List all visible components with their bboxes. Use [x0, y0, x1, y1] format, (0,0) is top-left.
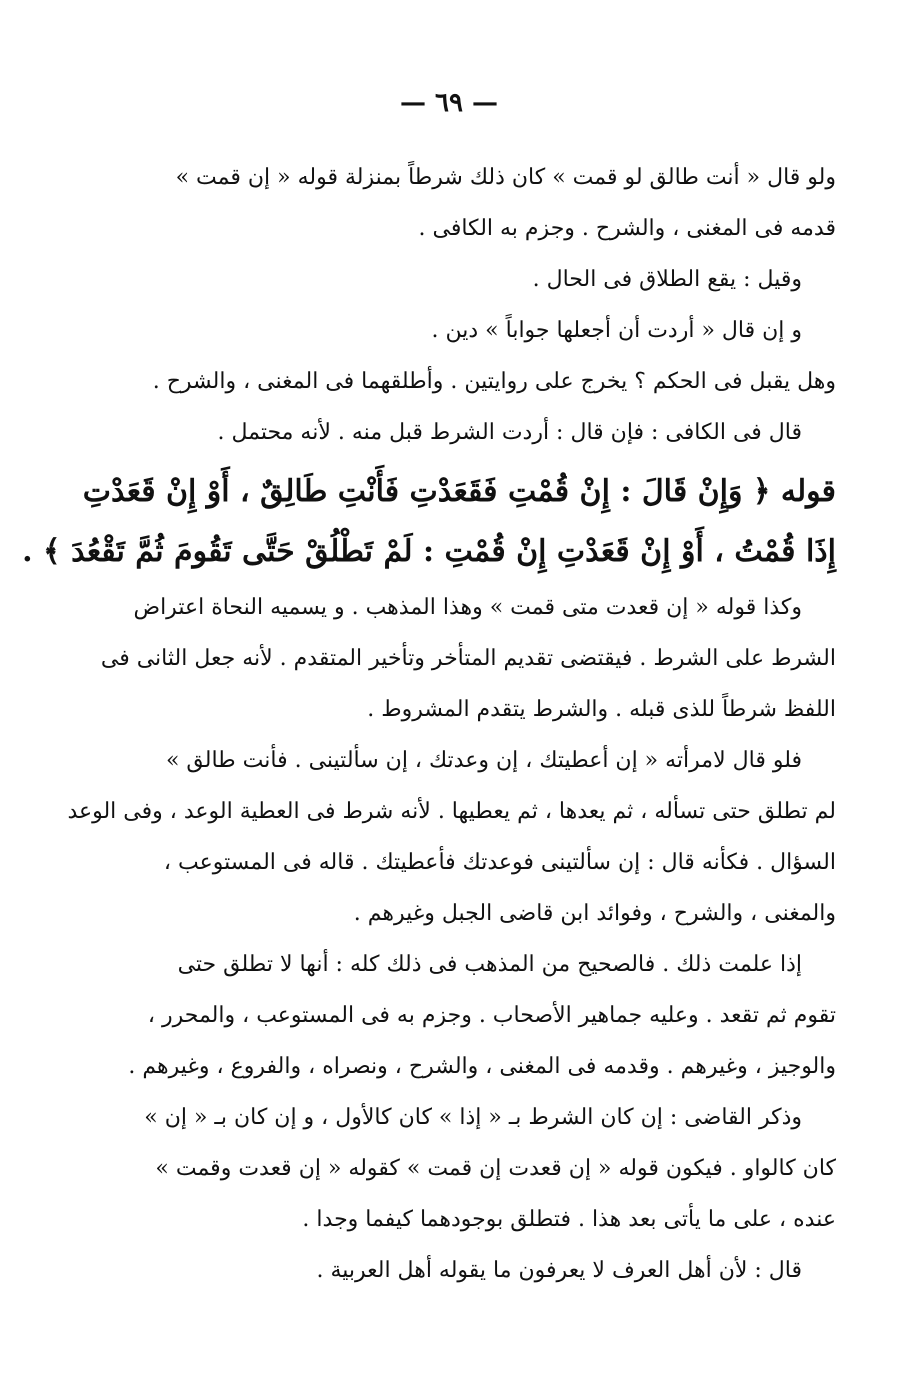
text-line: كان كالواو . فيكون قوله « إن قعدت إن قمت » كقوله « إن قعدت وقمت »: [155, 1156, 836, 1181]
text-line: قدمه فى المغنى ، والشرح . وجزم به الكافى .: [418, 216, 836, 241]
text-line: ولو قال « أنت طالق لو قمت » كان ذلك شرطاً بمنزلة قوله « إن قمت »: [175, 165, 836, 190]
body-text: [22, 152, 836, 1296]
page-number: — ٦٩ —: [399, 88, 499, 118]
text-line: عنده ، على ما يأتى بعد هذا . فتطلق بوجودهما كيفما وجدا .: [302, 1207, 836, 1232]
text-line: الشرط على الشرط . فيقتضى تقديم المتأخر وتأخير المتقدم . لأنه جعل الثانى فى: [100, 646, 836, 671]
quoted-text-line: إِذَا قُمْتُ ، أَوْ إِنْ قَعَدْتِ إِنْ قُمْتِ : لَمْ تَطْلُقْ حَتَّى تَقُومَ ثُمَّ تَقْعُدَ ﴾ .: [22, 534, 836, 569]
text-line: والوجيز ، وغيرهم . وقدمه فى المغنى ، والشرح ، ونصراه ، والفروع ، وغيرهم .: [128, 1054, 836, 1079]
text-line: و إن قال « أردت أن أجعلها جواباً » دين .: [431, 318, 802, 343]
text-line: إذا علمت ذلك . فالصحيح من المذهب فى ذلك كله : أنها لا تطلق حتى: [177, 952, 802, 977]
text-line: وهل يقبل فى الحكم ؟ يخرج على روايتين . وأطلقهما فى المغنى ، والشرح .: [152, 369, 836, 394]
text-line: وكذا قوله « إن قعدت متى قمت » وهذا المذهب . و يسميه النحاة اعتراض: [133, 595, 802, 620]
text-line: تقوم ثم تقعد . وعليه جماهير الأصحاب . وجزم به فى المستوعب ، والمحرر ،: [147, 1003, 836, 1028]
text-line: لم تطلق حتى تسأله ، ثم يعدها ، ثم يعطيها . لأنه شرط فى العطية الوعد ، وفى الوعد: [67, 799, 836, 824]
text-line: قال فى الكافى : فإن قال : أردت الشرط قبل منه . لأنه محتمل .: [217, 420, 802, 445]
text-line: وقيل : يقع الطلاق فى الحال .: [532, 267, 802, 292]
text-line: فلو قال لامرأته « إن أعطيتك ، إن وعدتك ، إن سألتينى . فأنت طالق »: [165, 748, 802, 773]
text-line: السؤال . فكأنه قال : إن سألتينى فوعدتك فأعطيتك . قاله فى المستوعب ،: [163, 850, 836, 875]
text-line: اللفظ شرطاً للذى قبله . والشرط يتقدم المشروط .: [367, 697, 836, 722]
text-line: والمغنى ، والشرح ، وفوائد ابن قاضى الجبل وغيرهم .: [353, 901, 836, 926]
text-line: وذكر القاضى : إن كان الشرط بـ « إذا » كان كالأول ، و إن كان بـ « إن »: [144, 1105, 802, 1130]
quoted-text-line: قوله ﴿ وَإِنْ قَالَ : إِنْ قُمْتِ فَقَعَدْتِ فَأَنْتِ طَالِقٌ ، أَوْ إِنْ قَعَدْتِ: [82, 474, 836, 509]
text-line: قال : لأن أهل العرف لا يعرفون ما يقوله أهل العربية .: [316, 1258, 802, 1283]
